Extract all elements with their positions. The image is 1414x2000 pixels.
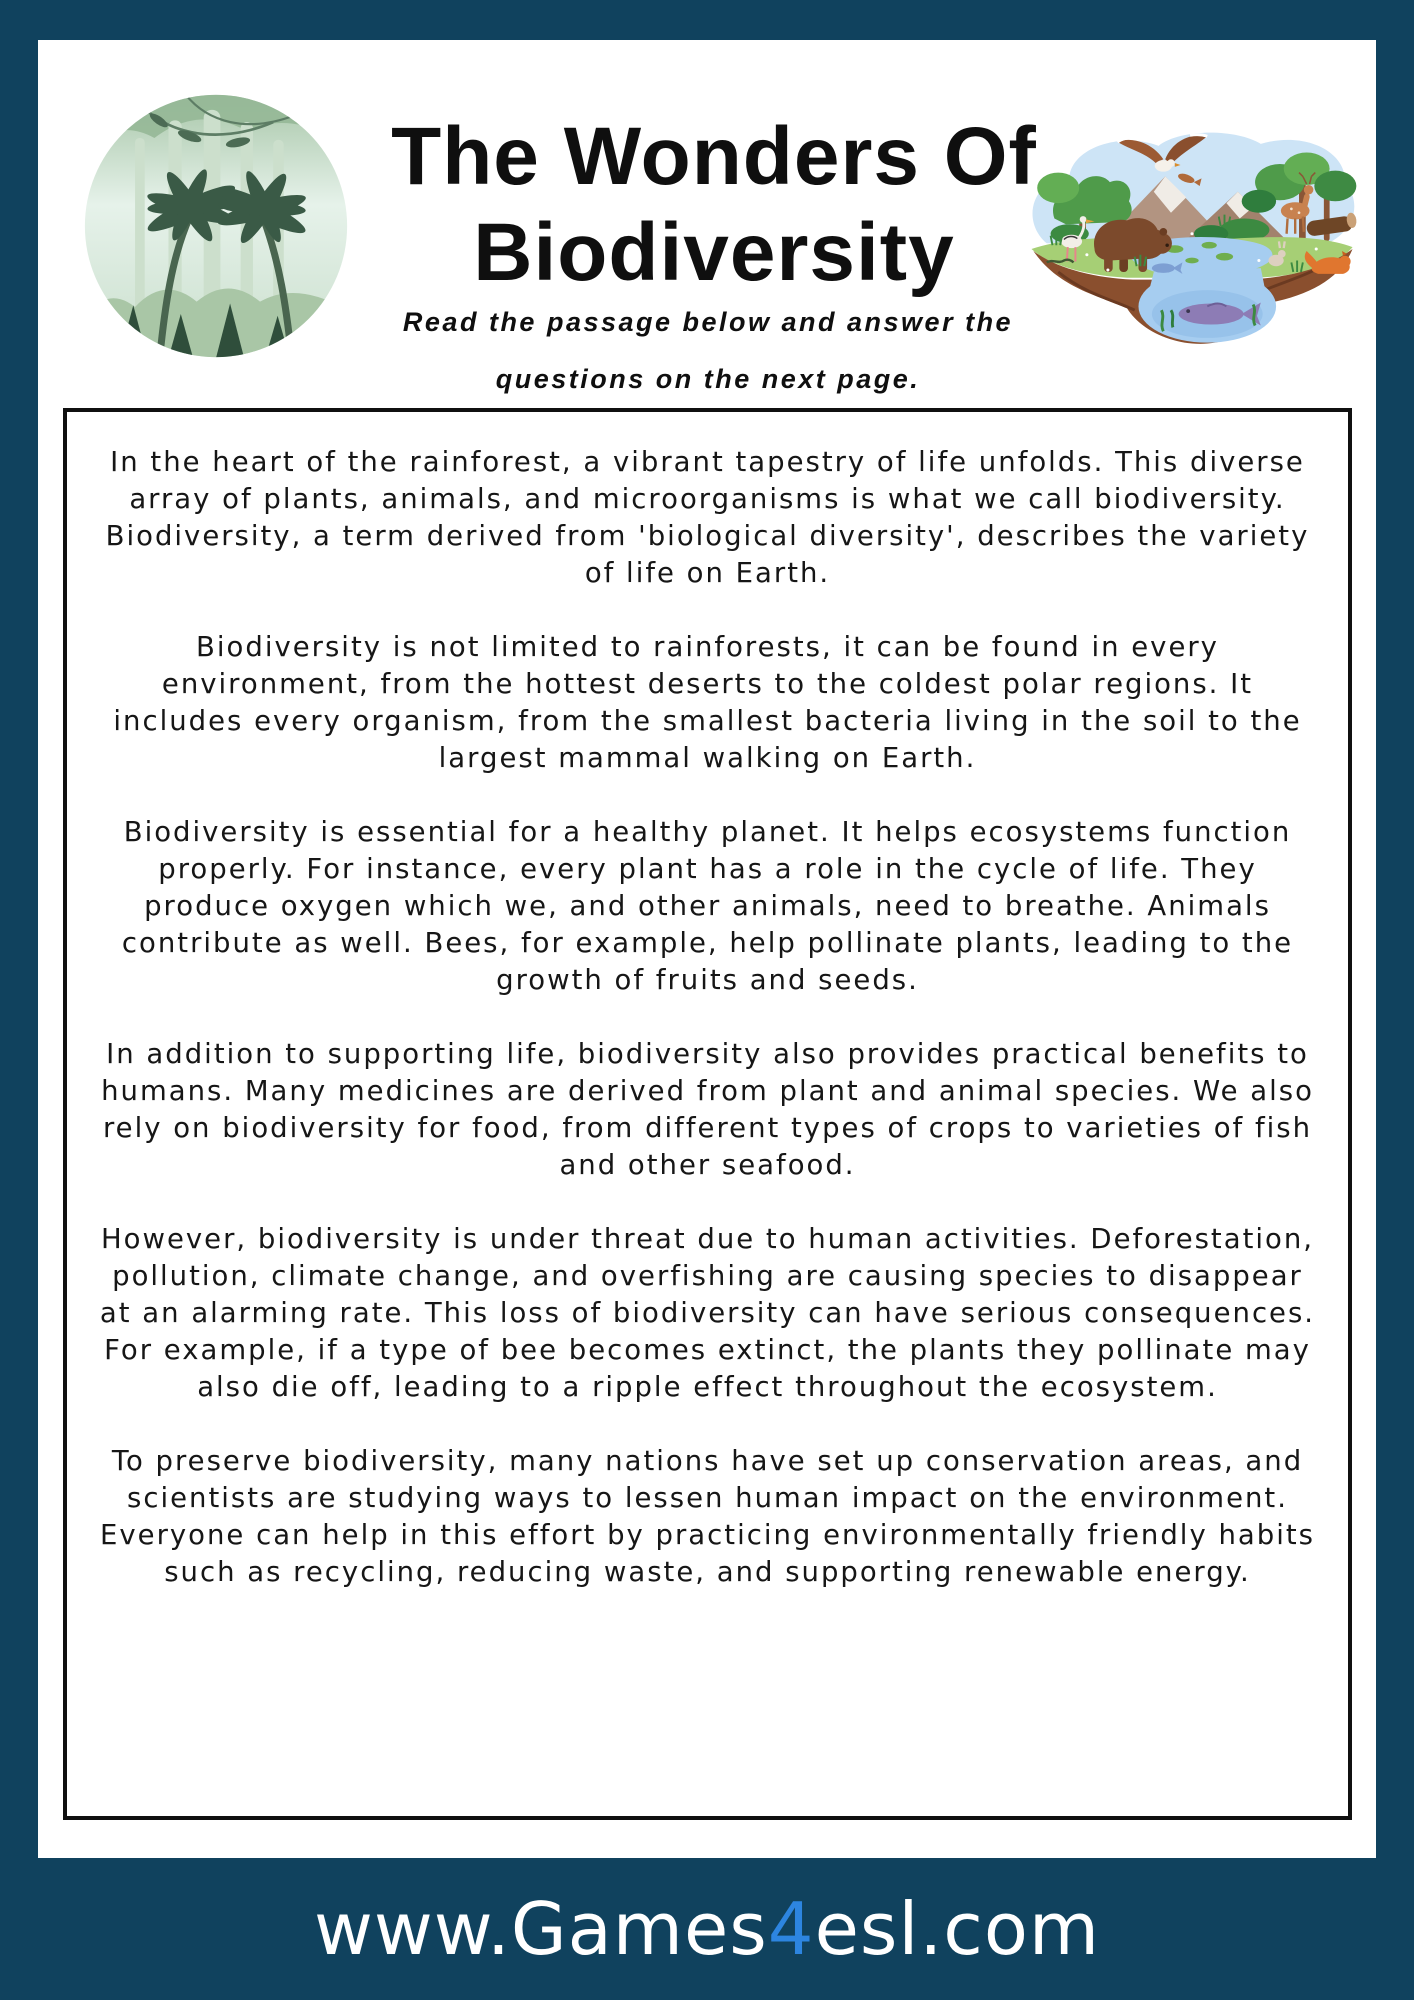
passage-paragraph-3: Biodiversity is essential for a healthy planet. It helps ecosystems function properly. For instance, every plant has a role in the cycle of life. They produce oxygen which we, and other animals, need to breathe. Animals contribute as well. Bees, for example, help pollinate plants, leading to the growth of fruits and seeds.	[121, 816, 1294, 996]
website-prefix: www.Games	[313, 1887, 768, 1971]
passage-paragraph-5: However, biodiversity is under threat due to human activities. Deforestation, pollution, climate change, and overfishing are causing species to disappear at an alarming rate. This loss of biodiversity can have serious consequences. For example, if a type of bee becomes extinct, the plants they pollinate may also die off, leading to a ripple effect throughout the ecosystem.	[99, 1223, 1316, 1403]
worksheet-page	[38, 40, 1376, 1858]
instructions-line1: Read the passage below and answer the	[402, 307, 1014, 337]
website-accent-4: 4	[767, 1887, 815, 1971]
website-url	[314, 1887, 1100, 1971]
passage-paragraph-1: In the heart of the rainforest, a vibrant tapestry of life unfolds. This diverse array of plants, animals, and microorganisms is what we call biodiversity. Biodiversity, a term derived from 'biological diversity', describes the variety of life on Earth.	[105, 446, 1310, 589]
passage-paragraph-6: To preserve biodiversity, many nations have set up conservation areas, and scientists are studying ways to lessen human impact on the environment. Everyone can help in this effort by practicing environmentally friendly habits such as recycling, reducing waste, and supporting renewable energy.	[100, 1445, 1315, 1588]
page-title	[316, 109, 1112, 301]
page-title-line2: Biodiversity	[473, 206, 955, 298]
footer	[0, 1858, 1414, 2000]
passage-box	[63, 408, 1352, 1820]
passage-paragraph-2: Biodiversity is not limited to rainforests, it can be found in every environment, from the hottest deserts to the coldest polar regions. It includes every organism, from the smallest bacteria living in the soil to the largest mammal walking on Earth.	[113, 631, 1302, 774]
instructions-line2: questions on the next page.	[495, 364, 921, 394]
website-suffix: esl.com	[814, 1887, 1101, 1971]
instructions	[276, 294, 1140, 408]
page-title-line1: The Wonders Of	[391, 110, 1037, 202]
passage-paragraph-4: In addition to supporting life, biodiversity also provides practical benefits to humans. Many medicines are derived from plant and animal species. We also rely on biodiversity for food, from different types of crops to varieties of fish and other seafood.	[101, 1038, 1314, 1181]
